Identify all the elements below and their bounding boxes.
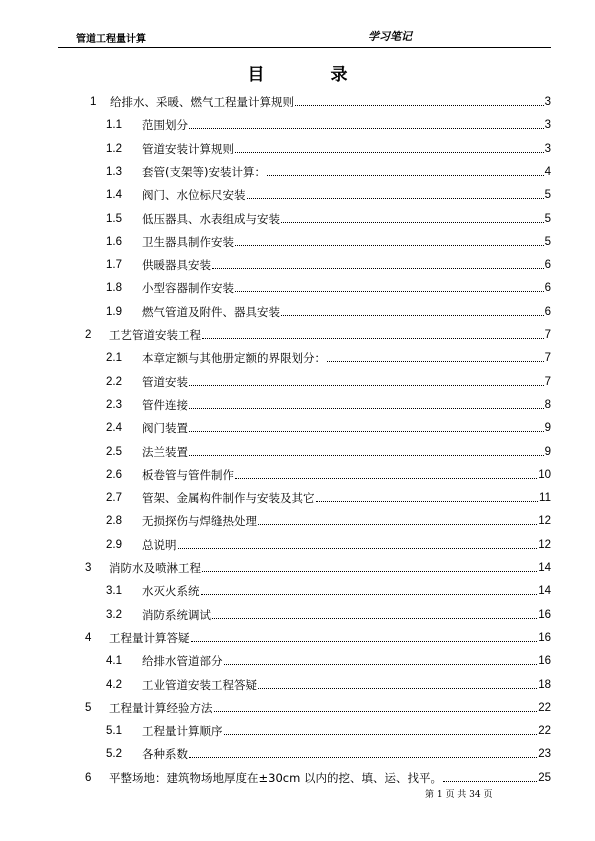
toc-entry-label: 供暖器具安装: [142, 258, 211, 273]
toc-entry-label: 小型容器制作安装: [142, 281, 234, 296]
toc-entry-number: 1.7: [106, 259, 122, 272]
page-footer: 第 1 页 共 34 页: [425, 790, 493, 800]
toc-section-entry[interactable]: [106, 208, 551, 226]
toc-entry-page: 12: [538, 515, 551, 528]
toc-entry-number: 3.1: [106, 585, 122, 598]
toc-entry-label: 给排水管道部分: [142, 654, 223, 669]
toc-section-entry[interactable]: [106, 347, 551, 365]
toc-section-entry[interactable]: [106, 743, 551, 761]
toc-entry-page: 9: [544, 422, 551, 435]
toc-section-entry[interactable]: [106, 510, 551, 528]
toc-entry-label: 法兰装置: [142, 444, 188, 459]
toc-dot-leader: [281, 315, 544, 316]
toc-chapter-entry[interactable]: [85, 557, 551, 575]
toc-entry-label: 消防系统调试: [142, 607, 211, 622]
toc-dot-leader: [212, 618, 537, 619]
toc-entry-page: 10: [538, 468, 551, 481]
toc-entry-number: 1.1: [106, 119, 122, 132]
toc-entry-number: 2.3: [106, 398, 122, 411]
toc-entry-number: 2: [85, 329, 92, 341]
toc-entry-page: 8: [544, 398, 551, 411]
toc-dot-leader: [235, 478, 537, 479]
toc-dot-leader: [327, 361, 544, 362]
toc-entry-page: 14: [538, 562, 551, 574]
toc-dot-leader: [224, 734, 538, 735]
toc-dot-leader: [258, 524, 537, 525]
toc-entry-label: 水灭火系统: [142, 584, 200, 599]
toc-entry-label: 平整场地：建筑物场地厚度在±30cm 以内的挖、填、运、找平。: [109, 770, 442, 785]
toc-entry-number: 1.2: [106, 142, 122, 155]
toc-entry-number: 2.9: [106, 538, 122, 551]
toc-section-entry[interactable]: [106, 231, 551, 249]
running-header-note: 学习笔记: [368, 30, 412, 43]
toc-dot-leader: [235, 152, 544, 153]
toc-entry-number: 1.4: [106, 189, 122, 202]
toc-entry-label: 管架、金属构件制作与安装及其它: [142, 491, 315, 506]
toc-dot-leader: [191, 641, 538, 642]
toc-entry-page: 14: [538, 585, 551, 598]
toc-entry-number: 5: [85, 701, 92, 714]
toc-dot-leader: [201, 594, 538, 595]
toc-entry-page: 6: [544, 259, 551, 272]
toc-section-entry[interactable]: [106, 184, 551, 202]
toc-section-entry[interactable]: [106, 604, 551, 622]
toc-entry-label: 总说明: [142, 537, 177, 552]
toc-dot-leader: [281, 222, 544, 223]
toc-entry-number: 2.4: [106, 422, 122, 435]
toc-title: 目 录: [247, 65, 378, 85]
toc-entry-number: 2.6: [106, 468, 122, 481]
toc-entry-number: 6: [85, 771, 92, 784]
toc-chapter-entry[interactable]: [85, 697, 551, 715]
toc-entry-label: 低压器具、水表组成与安装: [142, 211, 280, 226]
toc-entry-page: 6: [544, 305, 551, 318]
toc-entry-page: 23: [538, 748, 551, 761]
toc-entry-page: 25: [538, 771, 551, 784]
toc-entry-label: 范围划分: [142, 118, 188, 133]
toc-dot-leader: [247, 198, 544, 199]
toc-dot-leader: [443, 781, 537, 782]
toc-entry-label: 管件连接: [142, 397, 188, 412]
toc-entry-number: 5.1: [106, 725, 122, 738]
toc-entry-page: 12: [538, 538, 551, 551]
toc-entry-label: 管道安装: [142, 374, 188, 389]
toc-chapter-entry[interactable]: [85, 767, 551, 785]
toc-entry-page: 4: [544, 165, 551, 178]
toc-entry-number: 1.3: [106, 165, 122, 178]
toc-entry-label: 工程量计算顺序: [142, 724, 223, 739]
toc-entry-page: 11: [539, 492, 551, 505]
toc-entry-label: 本章定额与其他册定额的界限划分：: [142, 351, 326, 366]
toc-entry-number: 2.5: [106, 445, 122, 458]
toc-entry-label: 给排水、采暖、燃气工程量计算规则: [110, 95, 294, 109]
toc-entry-page: 16: [538, 631, 551, 644]
toc-entry-number: 1.8: [106, 282, 122, 295]
toc-entry-page: 16: [538, 655, 551, 668]
toc-entry-label: 燃气管道及附件、器具安装: [142, 304, 280, 319]
toc-section-entry[interactable]: [106, 674, 551, 692]
toc-entry-page: 22: [538, 701, 551, 714]
toc-dot-leader: [224, 664, 538, 665]
toc-entry-page: 16: [538, 608, 551, 621]
toc-dot-leader: [316, 501, 539, 502]
toc-entry-label: 卫生器具制作安装: [142, 234, 234, 249]
toc-entry-page: 22: [538, 725, 551, 738]
toc-section-entry[interactable]: [106, 161, 551, 179]
toc-section-entry[interactable]: [106, 301, 551, 319]
toc-entry-label: 工业管道安装工程答疑: [142, 677, 257, 692]
toc-section-entry[interactable]: [106, 534, 551, 552]
toc-section-entry[interactable]: [106, 114, 551, 132]
toc-entry-page: 6: [544, 282, 551, 295]
toc-entry-number: 2.2: [106, 375, 122, 388]
toc-entry-page: 9: [544, 445, 551, 458]
toc-section-entry[interactable]: [106, 580, 551, 598]
toc-dot-leader: [295, 105, 544, 106]
toc-dot-leader: [202, 571, 537, 572]
toc-section-entry[interactable]: [106, 371, 551, 389]
toc-entry-number: 2.8: [106, 515, 122, 528]
toc-entry-label: 管道安装计算规则: [142, 141, 234, 156]
toc-entry-page: 5: [544, 235, 551, 248]
toc-section-entry[interactable]: [106, 441, 551, 459]
toc-entry-number: 4.1: [106, 655, 122, 668]
toc-dot-leader: [189, 455, 544, 456]
toc-dot-leader: [189, 757, 537, 758]
toc-entry-number: 3.2: [106, 608, 122, 621]
toc-chapter-entry[interactable]: [90, 91, 551, 109]
toc-entry-page: 7: [544, 329, 551, 341]
toc-section-entry[interactable]: [106, 720, 551, 738]
toc-entry-page: 7: [544, 375, 551, 388]
toc-entry-label: 工艺管道安装工程: [109, 328, 201, 342]
toc-entry-label: 消防水及喷淋工程: [109, 561, 201, 575]
toc-dot-leader: [178, 548, 538, 549]
toc-section-entry[interactable]: [106, 417, 551, 435]
toc-dot-leader: [212, 268, 544, 269]
toc-dot-leader: [189, 385, 544, 386]
toc-entry-label: 无损探伤与焊缝热处理: [142, 514, 257, 529]
toc-dot-leader: [189, 431, 544, 432]
toc-entry-page: 3: [544, 142, 551, 155]
toc-entry-number: 1: [90, 96, 97, 108]
toc-entry-page: 18: [538, 678, 551, 691]
toc-entry-label: 板卷管与管件制作: [142, 467, 234, 482]
toc-entry-page: 7: [544, 352, 551, 365]
toc-dot-leader: [202, 338, 544, 339]
toc-entry-label: 工程量计算经验方法: [109, 700, 213, 715]
toc-entry-page: 3: [544, 119, 551, 132]
toc-section-entry[interactable]: [106, 487, 551, 505]
toc-dot-leader: [214, 711, 538, 712]
toc-section-entry[interactable]: [106, 254, 551, 272]
toc-entry-number: 1.6: [106, 235, 122, 248]
toc-dot-leader: [258, 688, 537, 689]
toc-entry-number: 2.7: [106, 492, 122, 505]
toc-chapter-entry[interactable]: [85, 324, 551, 342]
toc-entry-number: 2.1: [106, 352, 122, 365]
toc-section-entry[interactable]: [106, 650, 551, 668]
toc-entry-label: 阀门、水位标尺安装: [142, 188, 246, 203]
toc-entry-page: 5: [544, 212, 551, 225]
toc-chapter-entry[interactable]: [85, 627, 551, 645]
toc-dot-leader: [189, 408, 544, 409]
toc-entry-number: 1.5: [106, 212, 122, 225]
toc-entry-label: 各种系数: [142, 747, 188, 762]
toc-section-entry[interactable]: [106, 138, 551, 156]
toc-entry-page: 3: [544, 96, 551, 108]
toc-entry-label: 工程量计算答疑: [109, 630, 190, 645]
toc-entry-number: 4.2: [106, 678, 122, 691]
toc-section-entry[interactable]: [106, 277, 551, 295]
toc-entry-number: 3: [85, 562, 92, 574]
toc-dot-leader: [189, 128, 544, 129]
toc-entry-number: 1.9: [106, 305, 122, 318]
toc-entry-label: 阀门装置: [142, 421, 188, 436]
toc-section-entry[interactable]: [106, 464, 551, 482]
toc-dot-leader: [235, 291, 544, 292]
toc-entry-label: 套管(支架等)安装计算：: [142, 164, 266, 179]
toc-entry-page: 5: [544, 189, 551, 202]
toc-section-entry[interactable]: [106, 394, 551, 412]
toc-entry-number: 4: [85, 631, 92, 644]
running-header-title: 管道工程量计算: [76, 34, 146, 45]
toc-entry-number: 5.2: [106, 748, 122, 761]
header-divider: [58, 47, 551, 48]
toc-dot-leader: [235, 245, 544, 246]
toc-dot-leader: [267, 175, 544, 176]
